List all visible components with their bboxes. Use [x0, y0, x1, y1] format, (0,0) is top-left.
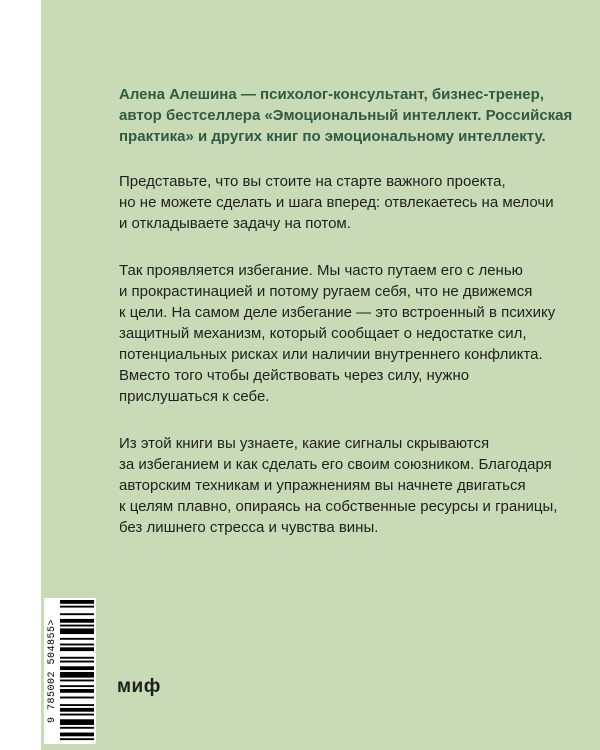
paragraph-line: к цели. На самом деле избегание — это встроенный в психику	[119, 304, 556, 321]
author-bio-line: практика» и других книг по эмоциональному интеллекту.	[119, 128, 546, 145]
barcode-bar	[60, 666, 94, 670]
barcode-bar	[60, 600, 94, 604]
barcode-bar	[60, 613, 94, 615]
author-bio	[119, 84, 573, 147]
description-paragraph	[119, 260, 559, 407]
barcode-bar	[60, 714, 94, 716]
barcode-marker: >	[47, 618, 58, 626]
paragraph-line: Представьте, что вы стоите на старте важного проекта,	[119, 173, 506, 190]
paragraph-line: прислушаться к себе.	[119, 388, 270, 405]
barcode-bar	[60, 680, 94, 682]
barcode-bar	[60, 647, 94, 651]
description-paragraph	[119, 433, 559, 538]
barcode-bar	[60, 719, 94, 725]
barcode-bar	[60, 619, 94, 623]
barcode-bar	[60, 672, 94, 678]
barcode-bar	[60, 733, 94, 737]
author-bio-line: Алена Алешина — психолог-консультант, бизнес-тренер,	[119, 86, 544, 103]
barcode-bar	[60, 628, 94, 634]
barcode-bars	[60, 600, 94, 742]
barcode-bar	[60, 638, 94, 640]
cover-text	[119, 84, 573, 564]
paragraph-line: потенциальных рисках или наличии внутреннего конфликта.	[119, 346, 543, 363]
paragraph-line: Так проявляется избегание. Мы часто путаем его с ленью	[119, 262, 523, 279]
barcode-bar	[60, 704, 94, 706]
paragraph-line: за избеганием и как сделать его своим союзником. Благодаря	[119, 456, 552, 473]
paragraph-line: авторским техникам и упражнениям вы начнете двигаться	[119, 477, 526, 494]
barcode-digits	[47, 598, 59, 744]
barcode-bar	[60, 689, 94, 693]
paragraph-line: и откладываете задачу на потом.	[119, 215, 351, 232]
paragraph-line: без лишнего стресса и чувства вины.	[119, 519, 379, 536]
barcode-bar	[60, 625, 94, 627]
barcode-bar	[60, 708, 94, 712]
barcode-bar	[60, 685, 94, 687]
publisher-logo-text: миф	[117, 676, 161, 697]
publisher-logo	[117, 675, 161, 697]
barcode-bar	[60, 657, 94, 659]
paragraph-line: Из этой книги вы узнаете, какие сигналы скрываются	[119, 435, 490, 452]
barcode-bar	[60, 738, 94, 740]
description-paragraph	[119, 171, 559, 234]
barcode-bar	[60, 727, 94, 729]
barcode-bar	[60, 644, 94, 646]
barcode-bar	[60, 661, 94, 663]
author-bio-line: автор бестселлера «Эмоциональный интеллект. Российская	[119, 107, 573, 124]
barcode-bar	[60, 606, 94, 608]
paragraph-line: Вместо того чтобы действовать через силу, нужно	[119, 367, 470, 384]
paragraph-line: защитный механизм, который сообщает о недостатке сил,	[119, 325, 527, 342]
barcode-bar	[60, 697, 94, 699]
isbn-barcode	[44, 598, 96, 744]
paragraph-line: и прокрастинацией и потому ругаем себя, что не движемся	[119, 283, 533, 300]
barcode-number: 9 785002 504855	[47, 625, 58, 724]
paragraph-line: но не можете сделать и шага вперед: отвлекаетесь на мелочи	[119, 194, 554, 211]
paragraph-line: к целям плавно, опираясь на собственные ресурсы и границы,	[119, 498, 558, 515]
